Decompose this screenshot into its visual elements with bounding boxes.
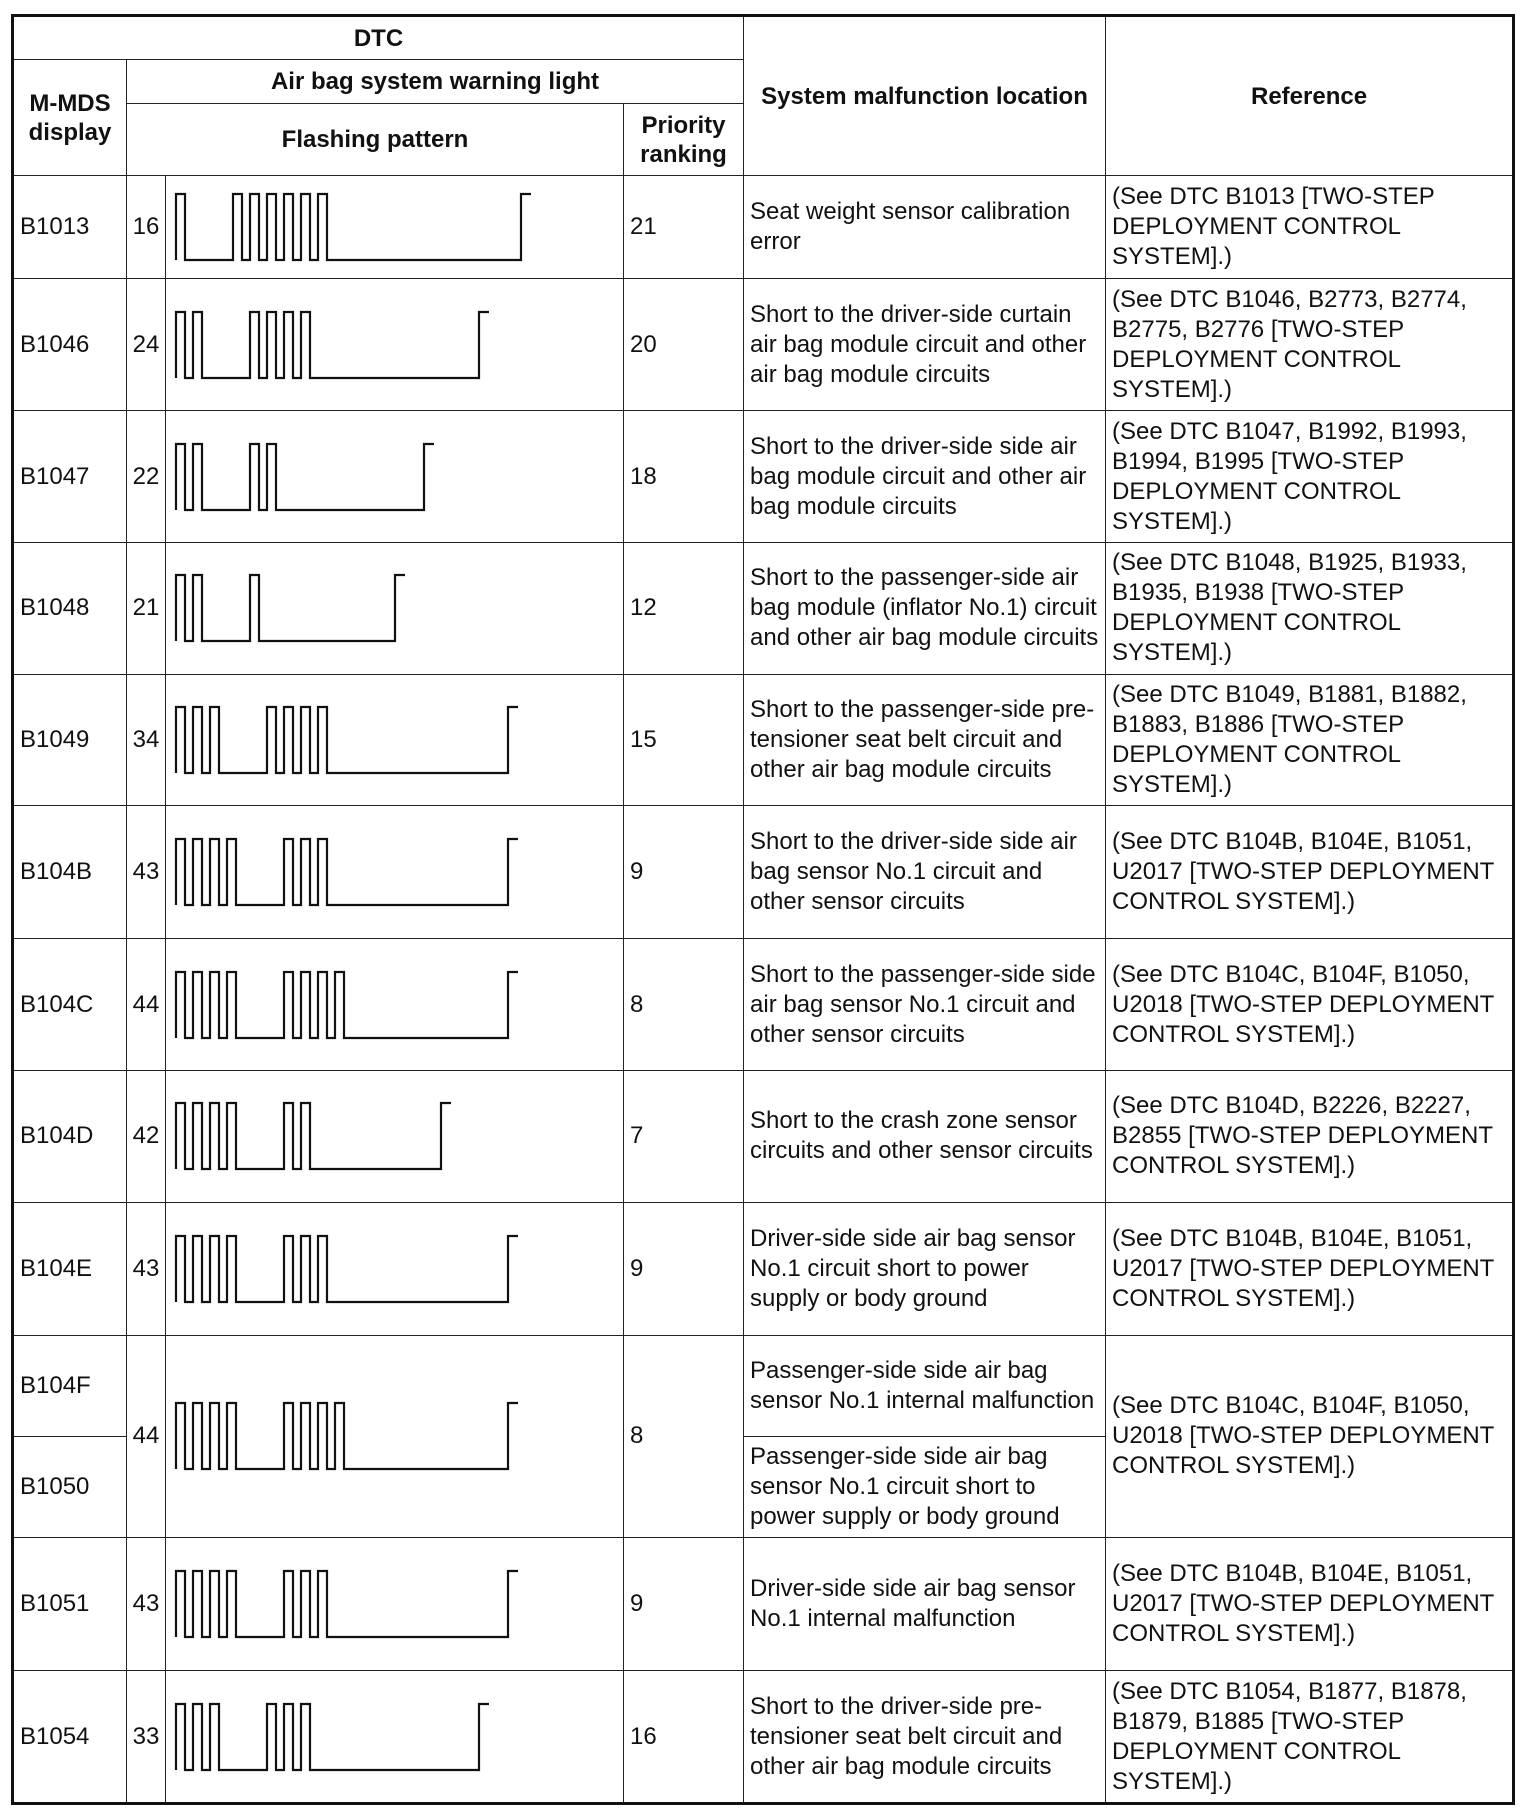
priority-ranking: 8	[624, 1335, 744, 1538]
flash-count: 21	[127, 542, 166, 674]
priority-ranking: 21	[624, 176, 744, 279]
header-warning-light: Air bag system warning light	[127, 60, 744, 104]
flashing-pattern-waveform	[172, 695, 592, 785]
flash-count: 43	[127, 1538, 166, 1671]
flashing-pattern-cell	[166, 279, 624, 411]
waveform-line	[176, 707, 518, 773]
table-row	[13, 411, 1514, 543]
flashing-pattern-waveform	[172, 432, 592, 522]
waveform-line	[176, 1403, 518, 1469]
dtc-code: B1049	[13, 674, 127, 806]
table-row	[13, 1671, 1514, 1804]
waveform-line	[176, 194, 531, 260]
flash-count: 33	[127, 1671, 166, 1804]
flash-count: 43	[127, 1202, 166, 1335]
flashing-pattern-cell	[166, 1538, 624, 1671]
flash-count: 34	[127, 674, 166, 806]
dtc-code: B104F	[13, 1335, 127, 1436]
priority-ranking: 9	[624, 1202, 744, 1335]
table-row	[13, 806, 1514, 939]
malfunction-location: Short to the passenger-side side air bag sensor No.1 circuit and other sensor circuits	[744, 939, 1106, 1071]
malfunction-location: Driver-side side air bag sensor No.1 circuit short to power supply or body ground	[744, 1202, 1106, 1335]
flashing-pattern-waveform	[172, 300, 592, 390]
table-row	[13, 279, 1514, 411]
reference: (See DTC B104C, B104F, B1050, U2018 [TWO-STEP DEPLOYMENT CONTROL SYSTEM].)	[1106, 1335, 1514, 1538]
waveform-line	[176, 839, 518, 905]
dtc-code: B1051	[13, 1538, 127, 1671]
flashing-pattern-waveform	[172, 1559, 592, 1649]
dtc-code: B1048	[13, 542, 127, 674]
dtc-table	[11, 14, 1515, 1805]
priority-ranking: 12	[624, 542, 744, 674]
waveform-line	[176, 575, 405, 641]
reference: (See DTC B104D, B2226, B2227, B2855 [TWO-STEP DEPLOYMENT CONTROL SYSTEM].)	[1106, 1071, 1514, 1203]
table-row	[13, 1335, 1514, 1436]
waveform-line	[176, 312, 489, 378]
malfunction-location: Short to the crash zone sensor circuits and other sensor circuits	[744, 1071, 1106, 1203]
dtc-code: B104D	[13, 1071, 127, 1203]
priority-ranking: 20	[624, 279, 744, 411]
flashing-pattern-cell	[166, 411, 624, 543]
flashing-pattern-waveform	[172, 1091, 592, 1181]
dtc-code: B1054	[13, 1671, 127, 1804]
priority-ranking: 18	[624, 411, 744, 543]
flash-count: 43	[127, 806, 166, 939]
table-row	[13, 939, 1514, 1071]
header-reference: Reference	[1106, 16, 1514, 176]
header-flashing-pattern: Flashing pattern	[127, 104, 624, 176]
flashing-pattern-waveform	[172, 563, 592, 653]
flashing-pattern-cell	[166, 1071, 624, 1203]
table-row	[13, 674, 1514, 806]
table-row	[13, 542, 1514, 674]
flashing-pattern-waveform	[172, 182, 592, 272]
header-malfunction-location: System malfunction location	[744, 16, 1106, 176]
reference: (See DTC B1047, B1992, B1993, B1994, B1995 [TWO-STEP DEPLOYMENT CONTROL SYSTEM].)	[1106, 411, 1514, 543]
flashing-pattern-cell	[166, 806, 624, 939]
flash-count: 24	[127, 279, 166, 411]
header-mmds-display: M-MDS display	[13, 60, 127, 176]
priority-ranking: 7	[624, 1071, 744, 1203]
dtc-code: B104B	[13, 806, 127, 939]
reference: (See DTC B1049, B1881, B1882, B1883, B1886 [TWO-STEP DEPLOYMENT CONTROL SYSTEM].)	[1106, 674, 1514, 806]
waveform-line	[176, 1704, 489, 1770]
flashing-pattern-cell	[166, 176, 624, 279]
flashing-pattern-waveform	[172, 827, 592, 917]
flashing-pattern-waveform	[172, 1692, 592, 1782]
table-row	[13, 1538, 1514, 1671]
dtc-code: B1013	[13, 176, 127, 279]
flashing-pattern-cell	[166, 542, 624, 674]
malfunction-location: Short to the driver-side curtain air bag module circuit and other air bag module circuits	[744, 279, 1106, 411]
malfunction-location: Passenger-side side air bag sensor No.1 circuit short to power supply or body ground	[744, 1436, 1106, 1537]
waveform-line	[176, 1236, 518, 1302]
malfunction-location: Short to the driver-side side air bag sensor No.1 circuit and other sensor circuits	[744, 806, 1106, 939]
reference: (See DTC B1013 [TWO-STEP DEPLOYMENT CONTROL SYSTEM].)	[1106, 176, 1514, 279]
reference: (See DTC B104B, B104E, B1051, U2017 [TWO-STEP DEPLOYMENT CONTROL SYSTEM].)	[1106, 1202, 1514, 1335]
dtc-code: B104C	[13, 939, 127, 1071]
table-row	[13, 1202, 1514, 1335]
reference: (See DTC B104B, B104E, B1051, U2017 [TWO-STEP DEPLOYMENT CONTROL SYSTEM].)	[1106, 1538, 1514, 1671]
reference: (See DTC B1048, B1925, B1933, B1935, B1938 [TWO-STEP DEPLOYMENT CONTROL SYSTEM].)	[1106, 542, 1514, 674]
waveform-line	[176, 444, 434, 510]
priority-ranking: 9	[624, 1538, 744, 1671]
flashing-pattern-cell	[166, 674, 624, 806]
flashing-pattern-waveform	[172, 1224, 592, 1314]
dtc-code: B1046	[13, 279, 127, 411]
waveform-line	[176, 1103, 451, 1169]
table-row	[13, 1071, 1514, 1203]
priority-ranking: 8	[624, 939, 744, 1071]
waveform-line	[176, 1571, 518, 1637]
header-priority-ranking: Priority ranking	[624, 104, 744, 176]
flashing-pattern-cell	[166, 1202, 624, 1335]
waveform-line	[176, 972, 518, 1038]
flashing-pattern-cell	[166, 1335, 624, 1538]
flash-count: 42	[127, 1071, 166, 1203]
reference: (See DTC B104C, B104F, B1050, U2018 [TWO-STEP DEPLOYMENT CONTROL SYSTEM].)	[1106, 939, 1514, 1071]
flash-count: 44	[127, 939, 166, 1071]
dtc-code: B1050	[13, 1436, 127, 1537]
malfunction-location: Driver-side side air bag sensor No.1 internal malfunction	[744, 1538, 1106, 1671]
flashing-pattern-cell	[166, 1671, 624, 1804]
dtc-code: B104E	[13, 1202, 127, 1335]
flash-count: 22	[127, 411, 166, 543]
priority-ranking: 15	[624, 674, 744, 806]
reference: (See DTC B1046, B2773, B2774, B2775, B2776 [TWO-STEP DEPLOYMENT CONTROL SYSTEM].)	[1106, 279, 1514, 411]
malfunction-location: Short to the passenger-side pre-tensioner seat belt circuit and other air bag module circuits	[744, 674, 1106, 806]
reference: (See DTC B1054, B1877, B1878, B1879, B1885 [TWO-STEP DEPLOYMENT CONTROL SYSTEM].)	[1106, 1671, 1514, 1804]
malfunction-location: Short to the driver-side pre-tensioner seat belt circuit and other air bag module circuits	[744, 1671, 1106, 1804]
malfunction-location: Short to the passenger-side air bag module (inflator No.1) circuit and other air bag module circuits	[744, 542, 1106, 674]
malfunction-location: Seat weight sensor calibration error	[744, 176, 1106, 279]
table-row	[13, 176, 1514, 279]
dtc-code: B1047	[13, 411, 127, 543]
malfunction-location: Short to the driver-side side air bag module circuit and other air bag module circuits	[744, 411, 1106, 543]
flashing-pattern-waveform	[172, 1391, 592, 1481]
flashing-pattern-cell	[166, 939, 624, 1071]
priority-ranking: 16	[624, 1671, 744, 1804]
flashing-pattern-waveform	[172, 960, 592, 1050]
reference: (See DTC B104B, B104E, B1051, U2017 [TWO-STEP DEPLOYMENT CONTROL SYSTEM].)	[1106, 806, 1514, 939]
priority-ranking: 9	[624, 806, 744, 939]
flash-count: 44	[127, 1335, 166, 1538]
malfunction-location: Passenger-side side air bag sensor No.1 internal malfunction	[744, 1335, 1106, 1436]
flash-count: 16	[127, 176, 166, 279]
header-dtc: DTC	[13, 16, 744, 60]
